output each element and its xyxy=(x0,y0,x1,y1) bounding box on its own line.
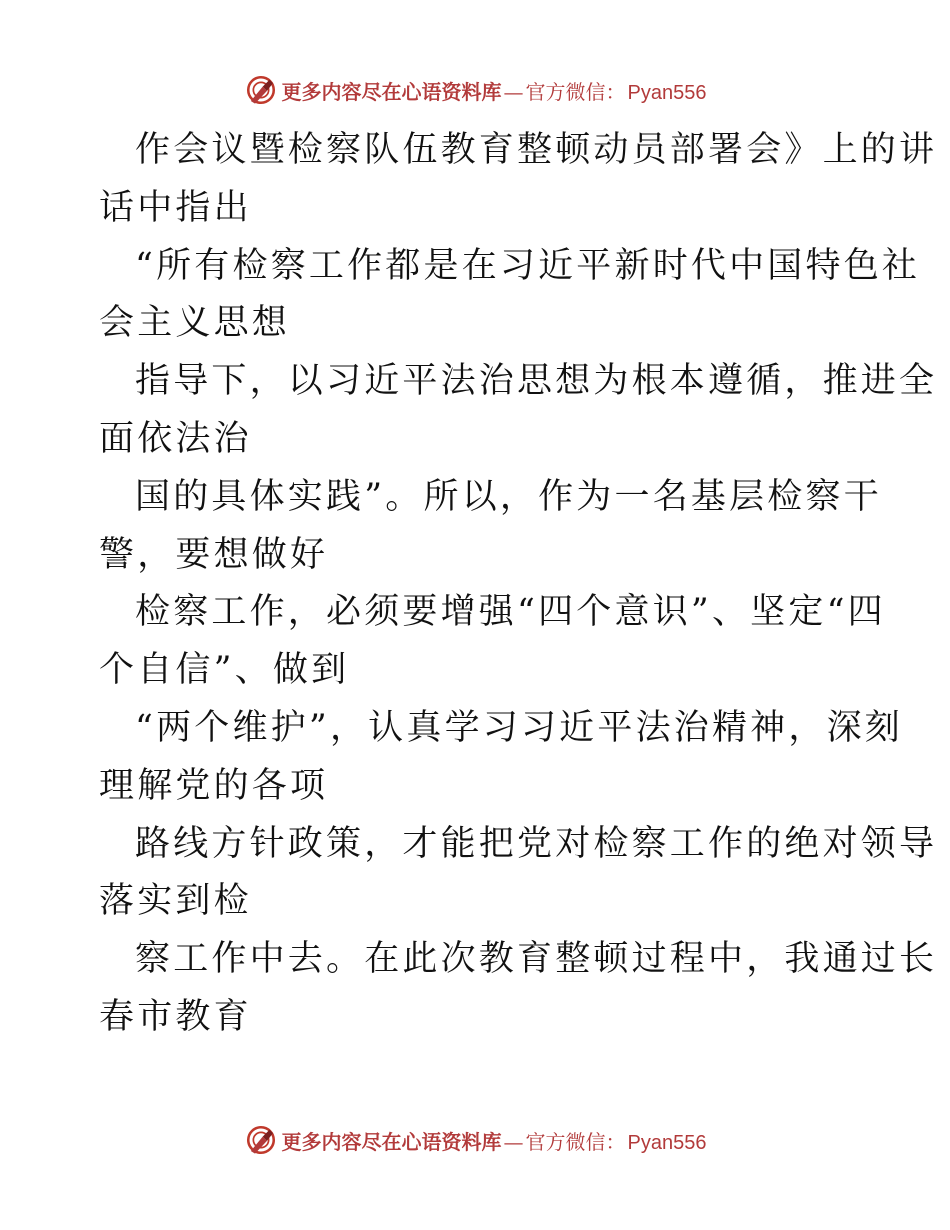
text-line: 指导下，以习近平法治思想为根本遵循，推进全 xyxy=(135,361,938,402)
text-line: 春市教育 xyxy=(99,996,252,1037)
text-line: 理解党的各项 xyxy=(99,765,329,806)
banner-wechat-label: 官方微信： xyxy=(525,1129,626,1154)
banner-dash: — xyxy=(503,1129,524,1154)
text-line: 作会议暨检察队伍教育整顿动员部署会》上的讲 xyxy=(135,130,938,170)
text-line: 会主义思想 xyxy=(99,303,291,344)
text-line: 国的具体实践”。所以，作为一名基层检察干 xyxy=(135,476,882,517)
banner-dash: — xyxy=(503,79,524,104)
banner-wechat-id: Pyan556 xyxy=(627,81,707,104)
text-line: 检察工作，必须要增强“四个意识”、坚定“四 xyxy=(135,592,886,633)
banner-main-text: 更多内容尽在心语资料库 xyxy=(281,79,502,104)
footer-banner xyxy=(0,1120,950,1160)
banner-wechat-label: 官方微信： xyxy=(525,79,626,104)
text-line: 察工作中去。在此次教育整顿过程中，我通过长 xyxy=(135,939,938,980)
text-line: “两个维护”，认真学习习近平法治精神，深刻 xyxy=(135,707,903,748)
text-line: 警，要想做好 xyxy=(99,534,329,575)
banner-wechat-id: Pyan556 xyxy=(627,1131,707,1154)
header-banner xyxy=(0,70,950,110)
pen-nib-logo-icon xyxy=(244,73,278,107)
text-line: “所有检察工作都是在习近平新时代中国特色社 xyxy=(135,245,921,286)
text-line: 个自信”、做到 xyxy=(99,650,350,691)
banner-main-text: 更多内容尽在心语资料库 xyxy=(281,1129,502,1154)
text-line: 落实到检 xyxy=(99,881,252,922)
text-line: 面依法治 xyxy=(99,418,252,459)
text-line: 路线方针政策，才能把党对检察工作的绝对领导 xyxy=(135,823,938,864)
pen-nib-logo-icon xyxy=(244,1123,278,1157)
text-line: 话中指出 xyxy=(99,187,252,228)
document-body xyxy=(99,122,938,1047)
